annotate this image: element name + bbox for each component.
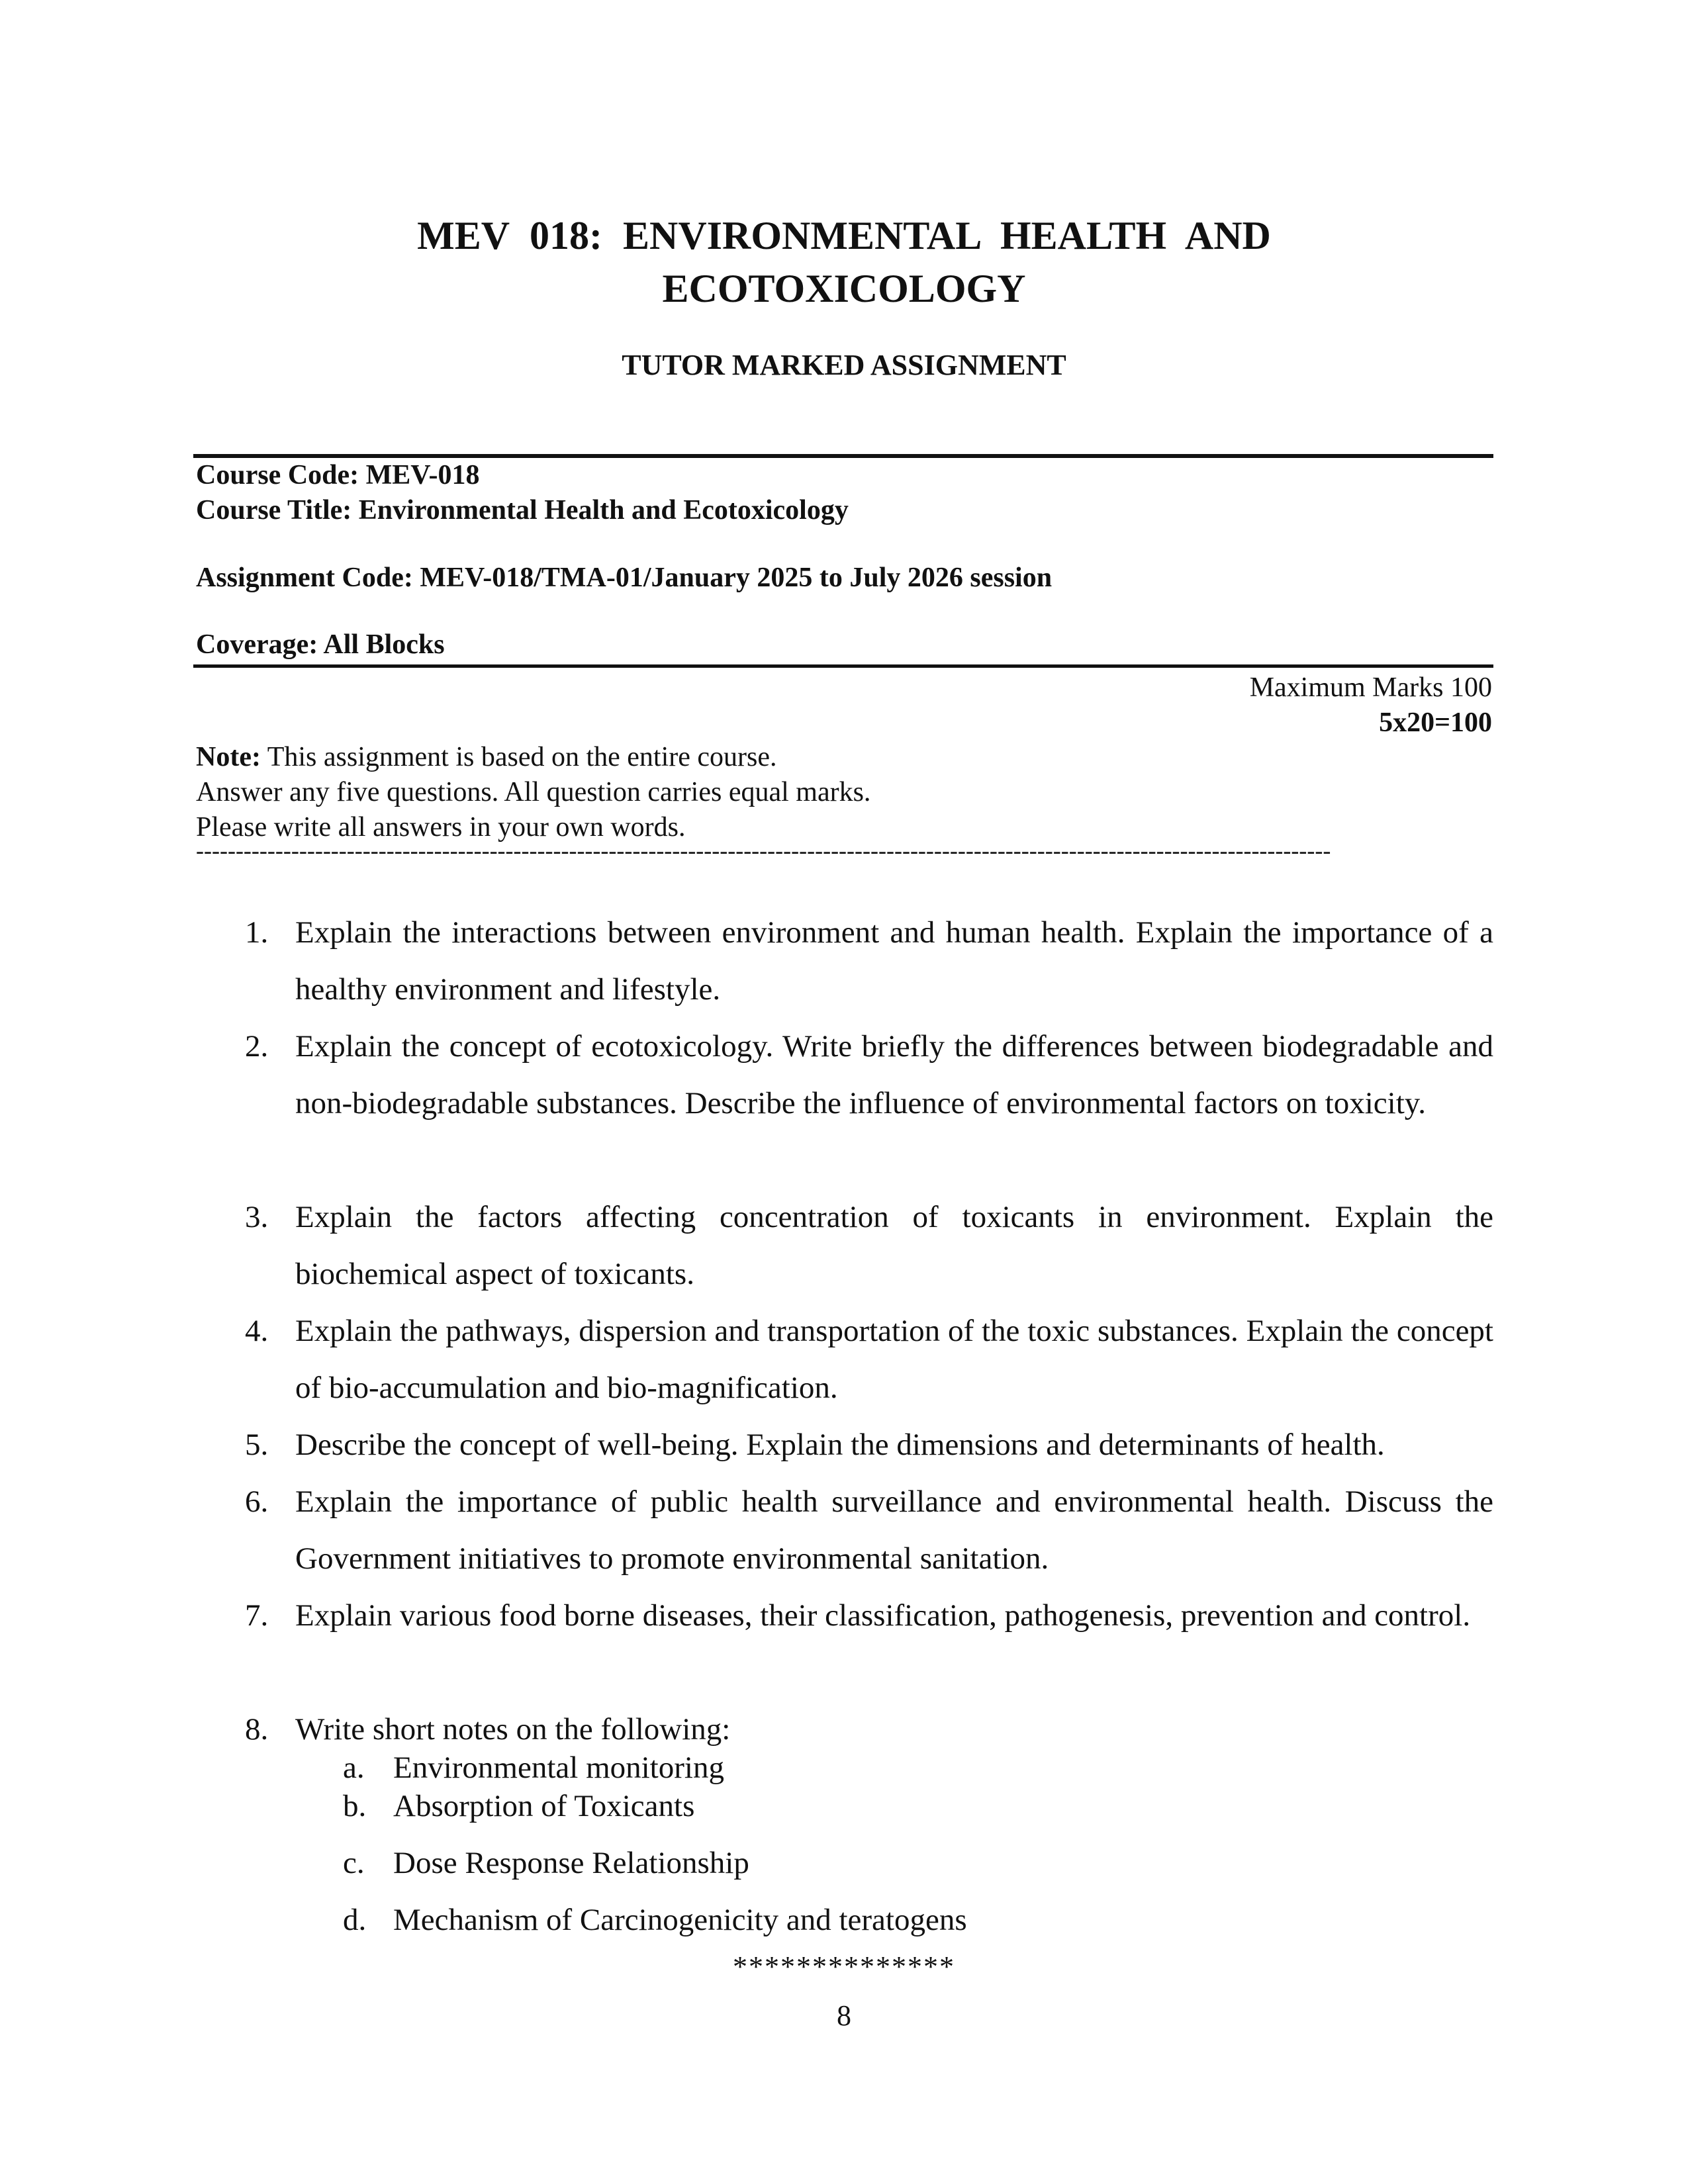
question-6 [245,1473,1493,1587]
marks-breakdown: 5x20=100 [1379,707,1492,738]
end-stars: ************** [733,1950,955,1983]
question-text: Write short notes on the following: [295,1712,731,1747]
question-text: Explain the factors affecting concentration of toxicants in environment. Explain the biochemical aspect of toxicants. [295,1200,1493,1291]
subitem-letter: d. [343,1903,367,1937]
page-number: 8 [837,1999,851,2032]
subitem-letter: b. [343,1789,367,1823]
maximum-marks: Maximum Marks 100 [1249,672,1492,703]
subitem-d [343,1901,967,1939]
document-subtitle: TUTOR MARKED ASSIGNMENT [622,349,1066,381]
subitem-c [343,1844,749,1882]
subitem-b [343,1787,694,1825]
question-3 [245,1189,1493,1302]
note-text-1: This assignment is based on the entire course. [260,742,777,772]
question-2 [245,1018,1493,1132]
question-7 [245,1587,1493,1644]
note-label: Note: [196,742,261,772]
note-line-1 [196,740,777,774]
subitem-text: Environmental monitoring [393,1751,724,1785]
question-5 [245,1416,1493,1473]
subitem-letter: c. [343,1846,365,1880]
question-text: Explain the importance of public health surveillance and environmental health. Discuss the Government initiatives to promote environmental sanitation. [295,1484,1493,1576]
question-number: 5. [245,1428,269,1462]
question-number: 4. [245,1314,269,1348]
assignment-code: Assignment Code: MEV-018/TMA-01/January 2025 to July 2026 session [196,563,1053,593]
coverage: Coverage: All Blocks [196,629,445,660]
question-number: 8. [245,1712,269,1747]
course-code: Course Code: MEV-018 [196,460,480,490]
document-title-line-1: MEV 018: ENVIRONMENTAL HEALTH AND [417,214,1271,257]
question-4 [245,1302,1493,1416]
question-1 [245,904,1493,1018]
note-line-3: Please write all answers in your own words. [196,812,686,842]
document-title-line-2: ECOTOXICOLOGY [662,267,1026,310]
course-title: Course Title: Environmental Health and Ecotoxicology [196,495,849,525]
question-text: Explain various food borne diseases, their classification, pathogenesis, prevention and control. [295,1598,1471,1633]
question-number: 6. [245,1484,269,1519]
subitem-a [343,1749,724,1787]
subitem-text: Dose Response Relationship [393,1846,749,1880]
question-number: 3. [245,1200,269,1234]
question-text: Explain the pathways, dispersion and transportation of the toxic substances. Explain the concept of bio-accumulation and bio-magnification. [295,1314,1493,1405]
question-text: Explain the interactions between environment and human health. Explain the importance of a healthy environment and lifestyle. [295,915,1493,1007]
subitem-text: Absorption of Toxicants [393,1789,695,1823]
question-number: 2. [245,1029,269,1064]
question-number: 1. [245,915,269,950]
bottom-divider-rule [193,664,1493,668]
question-number: 7. [245,1598,269,1633]
note-line-2: Answer any five questions. All question carries equal marks. [196,777,871,807]
dashed-divider: ----------------------------------------------------------------------------------------------------------------------------------------------- [196,841,1331,860]
question-text: Explain the concept of ecotoxicology. Write briefly the differences between biodegradable and non-biodegradable substances. Describe the influence of environmental factors on toxicity. [295,1029,1493,1120]
subitem-letter: a. [343,1751,365,1785]
subitem-text: Mechanism of Carcinogenicity and teratogens [393,1903,967,1937]
question-text: Describe the concept of well-being. Explain the dimensions and determinants of health. [295,1428,1385,1462]
